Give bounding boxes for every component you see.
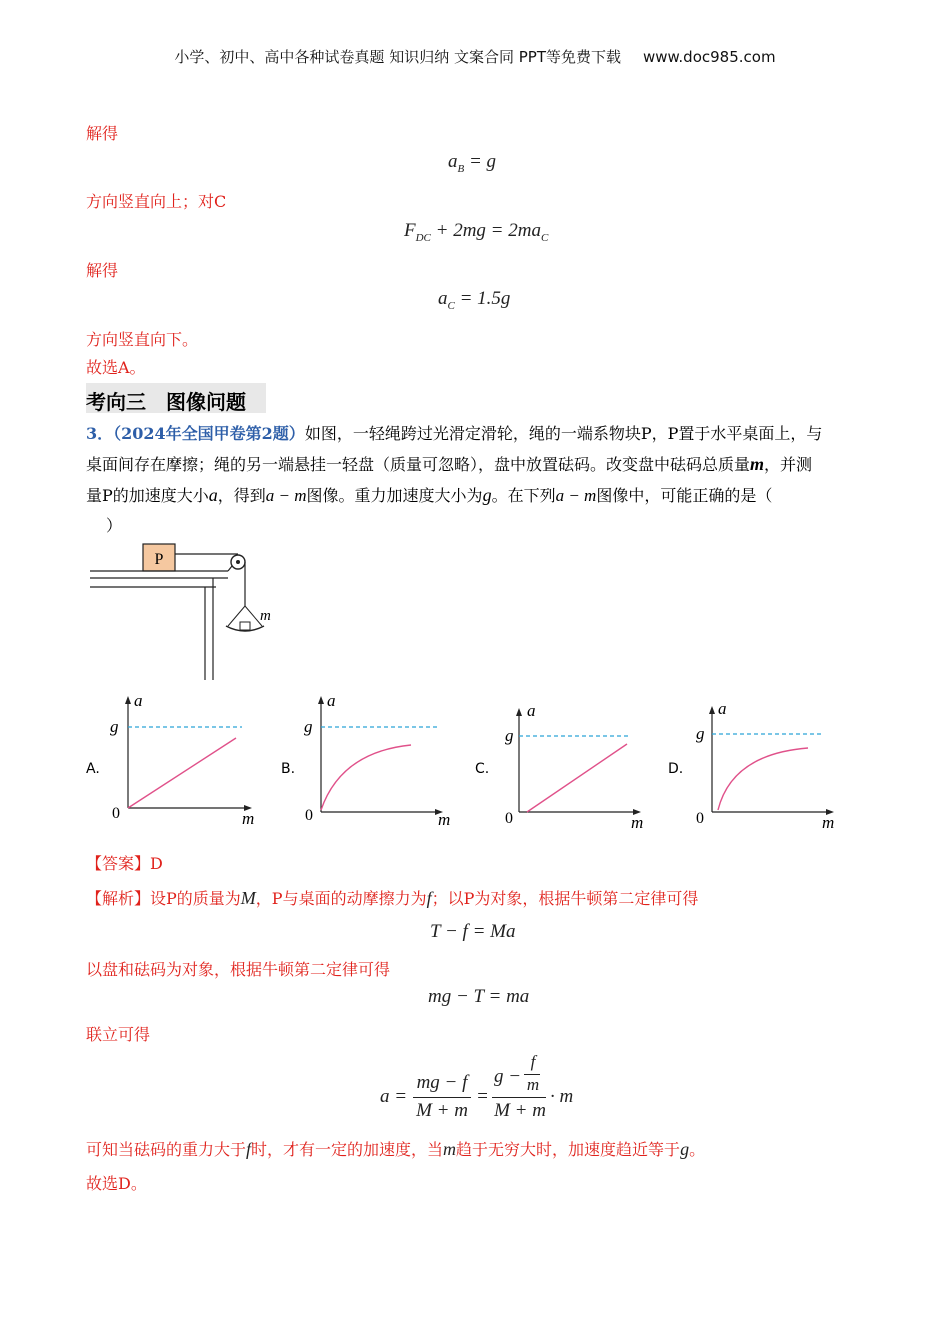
eq-aC <box>438 288 510 312</box>
analysis-line-4 <box>86 1137 705 1160</box>
var-f-2: f <box>246 1139 252 1159</box>
eq-aC-lhs: a <box>438 288 448 309</box>
question-tag: （2024年全国甲卷第2题） <box>113 424 305 443</box>
eq-aB <box>448 151 496 175</box>
eq-aB-lhs: a <box>448 151 458 172</box>
var-f: f <box>426 888 432 908</box>
eq-aB-rhs: = g <box>468 151 497 172</box>
weight <box>240 622 250 630</box>
g-label: g <box>304 717 313 736</box>
var-a: a <box>208 485 218 505</box>
question-line-1 <box>86 419 866 449</box>
options-row <box>0 690 950 835</box>
g-label: g <box>505 726 514 745</box>
analysis-text-1c: ；以P为对象，根据牛顿第二定律可得 <box>431 889 699 908</box>
eq-1: T − f = Ma <box>430 921 516 942</box>
block-p-label: P <box>154 551 164 568</box>
curve-line <box>718 748 808 810</box>
eq-3-den2: M + m <box>494 1100 546 1121</box>
eq-F <box>404 220 548 244</box>
eq-3 <box>380 1050 580 1130</box>
answer-label: 【答案】D <box>86 854 163 873</box>
eq-3-den1: M + m <box>416 1100 468 1121</box>
question-text-2a: 桌面间存在摩擦；绳的另一端悬挂一轻盘（质量可忽略），盘中放置砝码。改变盘中砝码总质量 <box>86 455 751 474</box>
y-label: a <box>327 691 336 710</box>
eq-3-a: a = <box>380 1086 408 1107</box>
analysis-line-1 <box>86 886 698 909</box>
eq-3-num1: mg − f <box>416 1072 468 1093</box>
eq-3-tail: · m <box>550 1086 574 1107</box>
eq-3-num2a: g − <box>494 1066 522 1087</box>
origin-label: 0 <box>112 805 120 822</box>
analysis-text-1b: ，P与桌面的动摩擦力为 <box>255 889 427 908</box>
analysis-text-1a: 设P的质量为 <box>150 889 241 908</box>
x-label: m <box>631 813 644 832</box>
question-3 <box>86 419 866 541</box>
origin-label: 0 <box>505 810 513 827</box>
curve-line <box>321 745 411 810</box>
frac-bar-1 <box>413 1097 471 1098</box>
pulley-mount <box>228 566 232 571</box>
page-header <box>0 46 950 67</box>
choose-d: 故选D。 <box>86 1174 147 1193</box>
y-arrow <box>709 706 715 714</box>
eq-F-1: F <box>404 220 416 241</box>
option-c <box>475 690 660 835</box>
option-d-letter: D. <box>668 761 684 777</box>
eq-2: mg − T = ma <box>428 986 530 1007</box>
question-text-3e: 图像中，可能正确的是（ <box>596 486 773 505</box>
var-g-2: g <box>680 1139 690 1159</box>
eq-3-f: f <box>530 1052 536 1071</box>
analysis-text-4a: 可知当砝码的重力大于 <box>86 1140 247 1159</box>
choose-a: 故选A。 <box>86 358 146 377</box>
question-text-3c: 图像。重力加速度大小为 <box>306 486 483 505</box>
question-text-1: 如图，一轻绳跨过光滑定滑轮，绳的一端系物块P，P置于水平桌面上，与 <box>304 424 823 443</box>
header-text: 小学、初中、高中各种试卷真题 知识归纳 文案合同 PPT等免费下载 <box>174 48 621 66</box>
analysis-text-4d: 。 <box>689 1140 706 1159</box>
option-b <box>281 690 461 835</box>
x-label: m <box>822 813 835 832</box>
y-label: a <box>134 691 143 710</box>
curve-line <box>128 738 236 808</box>
option-a-letter: A. <box>86 761 100 777</box>
option-d <box>668 690 853 835</box>
origin-label: 0 <box>305 807 313 824</box>
section-title: 考向三 图像问题 <box>86 390 246 414</box>
question-line-4: ） <box>106 516 123 535</box>
jiede-2: 解得 <box>86 261 119 280</box>
y-arrow <box>125 696 131 704</box>
direction-1: 方向竖直向上；对C <box>86 192 227 211</box>
question-text-3a: 量P的加速度大小 <box>86 486 209 505</box>
mass-label: m <box>260 608 271 624</box>
analysis-text-4b: 时，才有一定的加速度，当 <box>251 1140 444 1159</box>
jiede-1: 解得 <box>86 124 119 143</box>
var-M: M <box>240 888 256 908</box>
option-c-letter: C. <box>475 761 490 777</box>
y-label: a <box>527 701 536 720</box>
section-title-bar <box>86 383 266 413</box>
option-b-letter: B. <box>281 761 296 777</box>
apparatus-figure <box>86 540 286 685</box>
question-text-3b: ，得到 <box>217 486 266 505</box>
question-number: 3． <box>86 424 114 443</box>
a-m-symbol-1: a − m <box>265 486 307 505</box>
pulley-axle <box>236 560 240 564</box>
analysis-line-2: 以盘和砝码为对象，根据牛顿第二定律可得 <box>86 960 391 979</box>
y-arrow <box>516 708 522 716</box>
analysis-text-4c: 趋于无穷大时，加速度趋近等于 <box>456 1140 681 1159</box>
eq-F-sub: DC <box>415 231 431 244</box>
eq-aC-sub: C <box>447 299 455 312</box>
eq-3-m: m <box>526 1075 540 1094</box>
eq-aB-sub: B <box>457 162 465 175</box>
question-text-2b: ，并测 <box>764 455 813 474</box>
frac-bar-2 <box>492 1097 546 1098</box>
g-label: g <box>696 724 705 743</box>
question-line-2 <box>86 449 866 480</box>
a-m-symbol-2: a − m <box>555 486 597 505</box>
header-site: www.doc985.com <box>642 48 776 66</box>
option-a <box>86 690 266 835</box>
analysis-line-3: 联立可得 <box>86 1025 151 1044</box>
y-arrow <box>318 696 324 704</box>
y-label: a <box>718 699 727 718</box>
curve-line <box>527 744 627 812</box>
question-text-3d: 。在下列 <box>491 486 556 505</box>
analysis-label: 【解析】 <box>86 889 151 908</box>
eq-3-equals: = <box>476 1086 489 1107</box>
question-line-3 <box>86 480 866 511</box>
x-label: m <box>438 810 451 829</box>
var-g: g <box>482 485 492 505</box>
origin-label: 0 <box>696 810 704 827</box>
eq-F-sub2: C <box>540 231 549 244</box>
eq-F-2: + 2mg = 2ma <box>435 220 541 241</box>
eq-aC-rhs: = 1.5g <box>459 288 511 309</box>
g-label: g <box>110 717 119 736</box>
var-m-2: m <box>443 1139 457 1159</box>
var-m: m <box>750 454 765 474</box>
direction-2: 方向竖直向下。 <box>86 330 199 349</box>
x-label: m <box>242 809 255 828</box>
